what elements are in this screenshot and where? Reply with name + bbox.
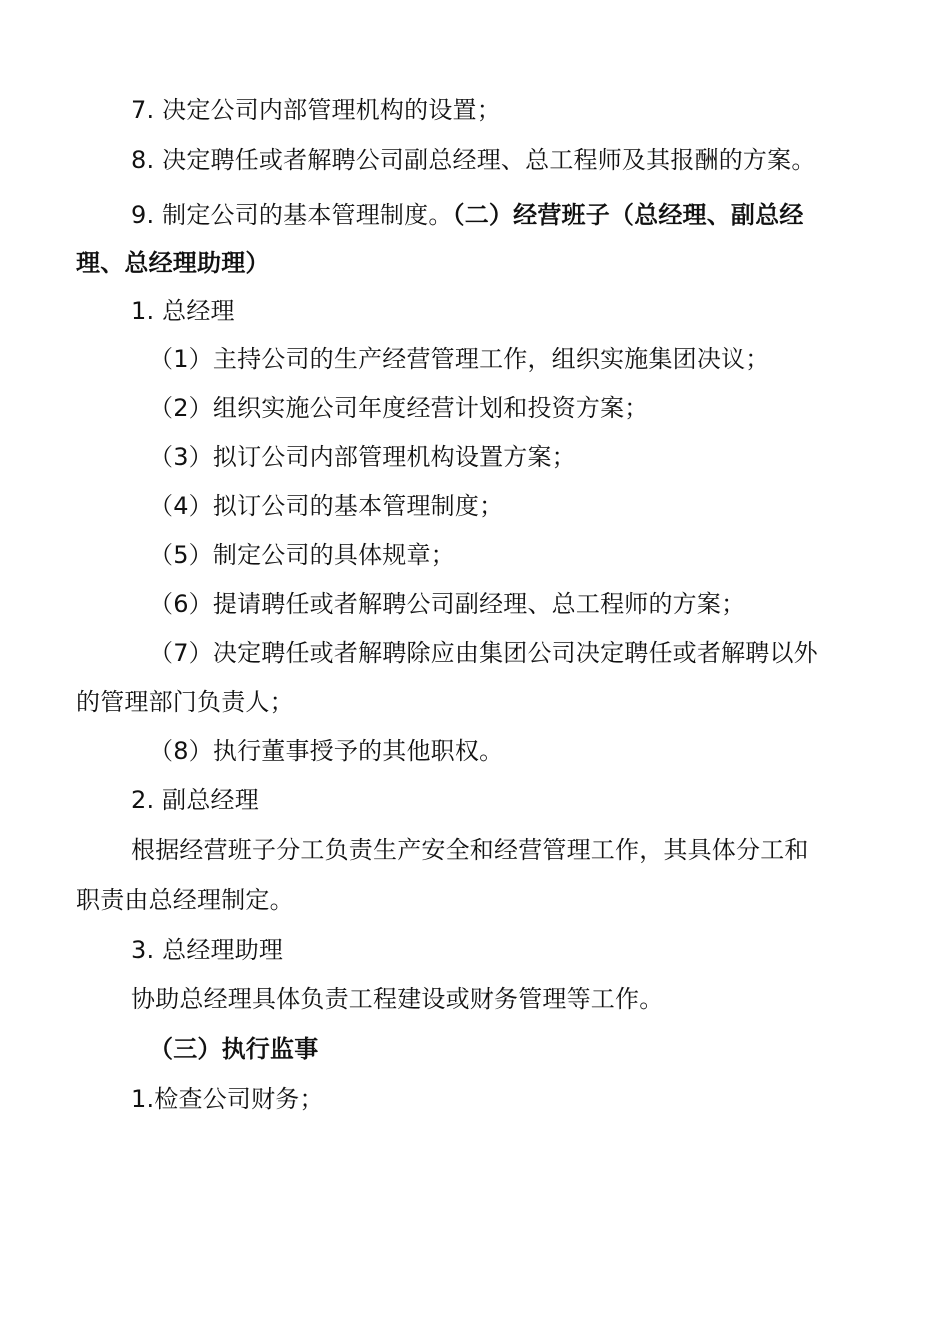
duty-text: （4）拟订公司的基本管理制度； xyxy=(149,492,504,520)
gm-duty-4 xyxy=(149,490,503,522)
duty-text: （8）执行董事授予的其他职权。 xyxy=(149,737,504,765)
section-heading-text: （三）执行监事 xyxy=(149,1035,319,1063)
paragraph-text: 根据经营班子分工负责生产安全和经营管理工作，其具体分工和 xyxy=(131,836,809,864)
duty-text: 1.检查公司财务； xyxy=(131,1085,324,1113)
assistant-description xyxy=(131,983,663,1015)
gm-duty-3 xyxy=(149,441,576,473)
gm-duty-1 xyxy=(149,343,769,375)
gm-duty-7 xyxy=(149,637,818,669)
duty-text: （1）主持公司的生产经营管理工作，组织实施集团决议； xyxy=(149,345,770,373)
gm-duty-5 xyxy=(149,539,455,571)
clause-text: 7. 决定公司内部管理机构的设置； xyxy=(131,96,501,124)
section-heading-2: （二）经营班子（总经理、副总经 xyxy=(452,201,804,229)
clause-8 xyxy=(131,144,816,176)
clause-9 xyxy=(131,199,804,231)
gm-duty-7-continued xyxy=(76,686,294,718)
duty-text: （6）提请聘任或者解聘公司副经理、总工程师的方案； xyxy=(149,590,746,618)
gm-duty-6 xyxy=(149,588,745,620)
section-heading-3 xyxy=(149,1033,318,1065)
clause-text: 8. 决定聘任或者解聘公司副总经理、总工程师及其报酬的方案。 xyxy=(131,146,816,174)
section-heading-text: 理、总经理助理） xyxy=(76,249,270,277)
duty-text: （7）决定聘任或者解聘除应由集团公司决定聘任或者解聘以外 xyxy=(149,639,818,667)
gm-duty-2 xyxy=(149,392,648,424)
paragraph-text: 职责由总经理制定。 xyxy=(76,886,294,914)
duty-text: （3）拟订公司内部管理机构设置方案； xyxy=(149,443,576,471)
section-heading-2-continued xyxy=(76,247,270,279)
item-heading: 1. 总经理 xyxy=(131,297,235,325)
item-heading: 3. 总经理助理 xyxy=(131,936,284,964)
item-assistant-general-manager xyxy=(131,934,283,966)
duty-text: （2）组织实施公司年度经营计划和投资方案； xyxy=(149,394,649,422)
clause-7 xyxy=(131,94,501,126)
deputy-description-continued xyxy=(76,884,294,916)
supervisor-duty-1 xyxy=(131,1083,324,1115)
item-general-manager xyxy=(131,295,235,327)
clause-text: 9. 制定公司的基本管理制度。 xyxy=(131,201,453,229)
paragraph-text: 协助总经理具体负责工程建设或财务管理等工作。 xyxy=(131,985,664,1013)
item-deputy-general-manager xyxy=(131,784,259,816)
item-heading: 2. 副总经理 xyxy=(131,786,259,814)
duty-text: 的管理部门负责人； xyxy=(76,688,294,716)
duty-text: （5）制定公司的具体规章； xyxy=(149,541,455,569)
gm-duty-8 xyxy=(149,735,503,767)
deputy-description xyxy=(131,834,809,866)
